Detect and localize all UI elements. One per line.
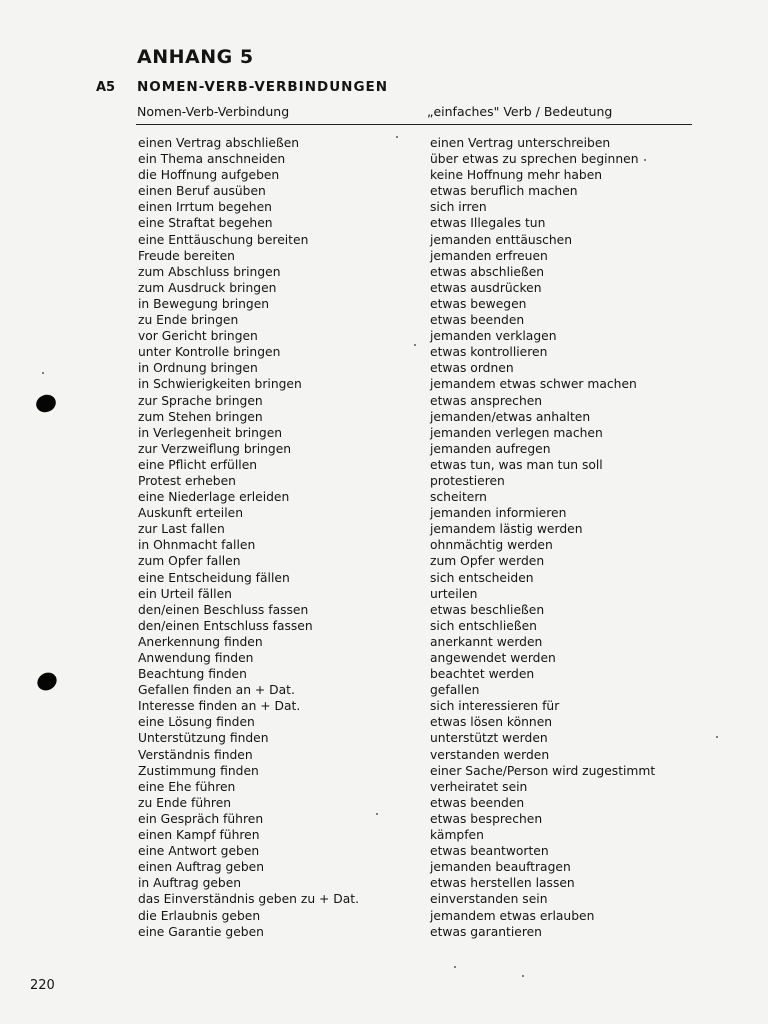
entry-phrase: die Erlaubnis geben [138, 908, 261, 923]
entry-phrase: Freude bereiten [138, 248, 235, 263]
entry-meaning: gefallen [430, 683, 480, 698]
meaning-column [430, 135, 730, 940]
entry-meaning: jemanden verlegen machen [430, 425, 603, 440]
entry-meaning: sich irren [430, 200, 487, 215]
entry-phrase: den/einen Beschluss fassen [138, 602, 309, 617]
scan-speck [376, 813, 378, 815]
scan-speck [396, 136, 398, 138]
column-header-meaning: „einfaches" Verb / Bedeutung [427, 104, 613, 119]
entry-meaning: etwas tun, was man tun soll [430, 457, 603, 472]
entry-phrase: ein Thema anschneiden [138, 152, 286, 167]
entry-meaning: angewendet werden [430, 651, 556, 665]
entry-meaning: etwas Illegales tun [430, 216, 546, 231]
entry-phrase: zum Opfer fallen [138, 554, 241, 569]
entry-phrase: in Schwierigkeiten bringen [138, 377, 302, 392]
entry-phrase: in Bewegung bringen [138, 296, 270, 311]
entry-phrase: Beachtung finden [138, 667, 247, 682]
entry-phrase: die Hoffnung aufgeben [138, 168, 280, 183]
entry-meaning: urteilen [430, 586, 478, 601]
entry-meaning: etwas ansprechen [430, 393, 543, 408]
entry-meaning: zum Opfer werden [430, 554, 545, 569]
entry-meaning: über etwas zu sprechen beginnen [430, 152, 639, 167]
entry-meaning: etwas beenden [430, 313, 525, 328]
entry-meaning: jemanden enttäuschen [430, 232, 573, 247]
entry-meaning: jemanden erfreuen [430, 248, 548, 263]
entry-phrase: einen Irrtum begehen [138, 200, 272, 215]
entry-phrase: Auskunft erteilen [138, 506, 243, 521]
entry-phrase: zum Abschluss bringen [138, 264, 281, 279]
entry-phrase: in Auftrag geben [138, 876, 242, 891]
entry-phrase: zur Verzweiflung bringen [138, 441, 292, 456]
scan-speck [522, 975, 524, 977]
entry-meaning: etwas ausdrücken [430, 280, 542, 295]
punch-hole-mark [34, 392, 59, 415]
entry-meaning: protestieren [430, 473, 505, 488]
entry-phrase: eine Ehe führen [138, 779, 236, 794]
entry-phrase: einen Vertrag abschließen [138, 136, 300, 150]
entry-phrase: eine Straftat begehen [138, 216, 273, 231]
entry-meaning: etwas kontrollieren [430, 345, 548, 360]
entry-phrase: unter Kontrolle bringen [138, 345, 281, 360]
entry-phrase: einen Beruf ausüben [138, 184, 266, 199]
entry-meaning: etwas garantieren [430, 924, 542, 939]
entry-phrase: zum Stehen bringen [138, 409, 263, 424]
entry-phrase: in Ordnung bringen [138, 361, 258, 376]
entry-meaning: etwas beruflich machen [430, 184, 578, 199]
entry-phrase: Zustimmung finden [138, 763, 259, 778]
section-title: NOMEN-VERB-VERBINDUNGEN [137, 79, 389, 95]
page-number: 220 [30, 978, 55, 993]
entry-phrase: Unterstützung finden [138, 731, 269, 746]
entry-phrase: zu Ende führen [138, 795, 232, 810]
entry-phrase: eine Enttäuschung bereiten [138, 232, 309, 247]
entry-meaning: etwas besprechen [430, 811, 543, 826]
entry-meaning: sich interessieren für [430, 699, 560, 714]
entry-meaning: sich entschließen [430, 618, 537, 633]
entry-meaning: jemanden verklagen [430, 329, 557, 344]
entry-meaning: einer Sache/Person wird zugestimmt [430, 763, 656, 778]
entry-meaning: etwas lösen können [430, 715, 553, 730]
entry-phrase: eine Garantie geben [138, 924, 264, 939]
entry-meaning: jemanden beauftragen [430, 860, 571, 875]
entry-phrase: einen Auftrag geben [138, 860, 265, 875]
entry-meaning: keine Hoffnung mehr haben [430, 168, 603, 183]
chapter-title: ANHANG 5 [137, 46, 254, 68]
entry-phrase: in Ohnmacht fallen [138, 538, 256, 553]
entry-phrase: einen Kampf führen [138, 828, 260, 843]
entry-meaning: jemandem etwas erlauben [430, 908, 595, 923]
entry-phrase: zur Last fallen [138, 522, 225, 537]
entry-phrase: eine Lösung finden [138, 715, 255, 730]
entry-phrase: eine Niederlage erleiden [138, 490, 290, 505]
entry-phrase: Anerkennung finden [138, 634, 263, 649]
entry-meaning: etwas ordnen [430, 361, 514, 376]
entry-meaning: jemanden/etwas anhalten [430, 409, 591, 424]
entry-meaning: unterstützt werden [430, 731, 548, 746]
entry-meaning: einverstanden sein [430, 892, 548, 907]
entry-phrase: Gefallen finden an + Dat. [138, 683, 295, 698]
entry-meaning: jemanden aufregen [430, 441, 551, 456]
entry-phrase: zum Ausdruck bringen [138, 280, 277, 295]
entry-meaning: etwas beschließen [430, 602, 545, 617]
entry-phrase: eine Antwort geben [138, 844, 260, 859]
punch-hole-mark [34, 669, 60, 694]
entry-meaning: ohnmächtig werden [430, 538, 553, 553]
entry-phrase: vor Gericht bringen [138, 329, 258, 344]
entry-phrase: das Einverständnis geben zu + Dat. [138, 892, 359, 907]
scan-speck [644, 159, 646, 161]
entry-meaning: etwas herstellen lassen [430, 876, 575, 891]
entry-phrase: Protest erheben [138, 473, 236, 488]
entry-meaning: sich entscheiden [430, 570, 534, 585]
entry-phrase: Anwendung finden [138, 651, 254, 665]
entry-phrase: eine Pflicht erfüllen [138, 457, 258, 472]
entry-phrase: eine Entscheidung fällen [138, 570, 290, 585]
entry-meaning: scheitern [430, 490, 487, 505]
entry-phrase: Verständnis finden [138, 747, 253, 762]
scan-speck [454, 966, 456, 968]
scan-speck [42, 372, 44, 374]
entry-meaning: jemandem lästig werden [430, 522, 583, 537]
entry-meaning: einen Vertrag unterschreiben [430, 136, 611, 150]
entry-meaning: jemandem etwas schwer machen [430, 377, 637, 392]
entry-meaning: etwas bewegen [430, 296, 527, 311]
entry-phrase: Interesse finden an + Dat. [138, 699, 301, 714]
scan-speck [716, 736, 718, 738]
entry-meaning: kämpfen [430, 828, 484, 843]
entry-meaning: anerkannt werden [430, 634, 543, 649]
entry-phrase: zur Sprache bringen [138, 393, 263, 408]
entry-phrase: ein Urteil fällen [138, 586, 232, 601]
scan-speck [414, 344, 416, 346]
entry-phrase: den/einen Entschluss fassen [138, 618, 313, 633]
entry-meaning: etwas beenden [430, 795, 525, 810]
entry-meaning: verheiratet sein [430, 779, 528, 794]
entry-phrase: zu Ende bringen [138, 313, 239, 328]
header-rule [136, 124, 692, 125]
entry-meaning: beachtet werden [430, 667, 535, 682]
entry-phrase: ein Gespräch führen [138, 811, 264, 826]
section-code: A5 [96, 80, 116, 95]
phrase-column [138, 135, 418, 940]
entry-phrase: in Verlegenheit bringen [138, 425, 283, 440]
entry-meaning: etwas beantworten [430, 844, 549, 859]
entry-meaning: verstanden werden [430, 747, 550, 762]
column-header-phrase: Nomen-Verb-Verbindung [137, 104, 290, 119]
entry-meaning: jemanden informieren [430, 506, 567, 521]
entry-meaning: etwas abschließen [430, 264, 545, 279]
